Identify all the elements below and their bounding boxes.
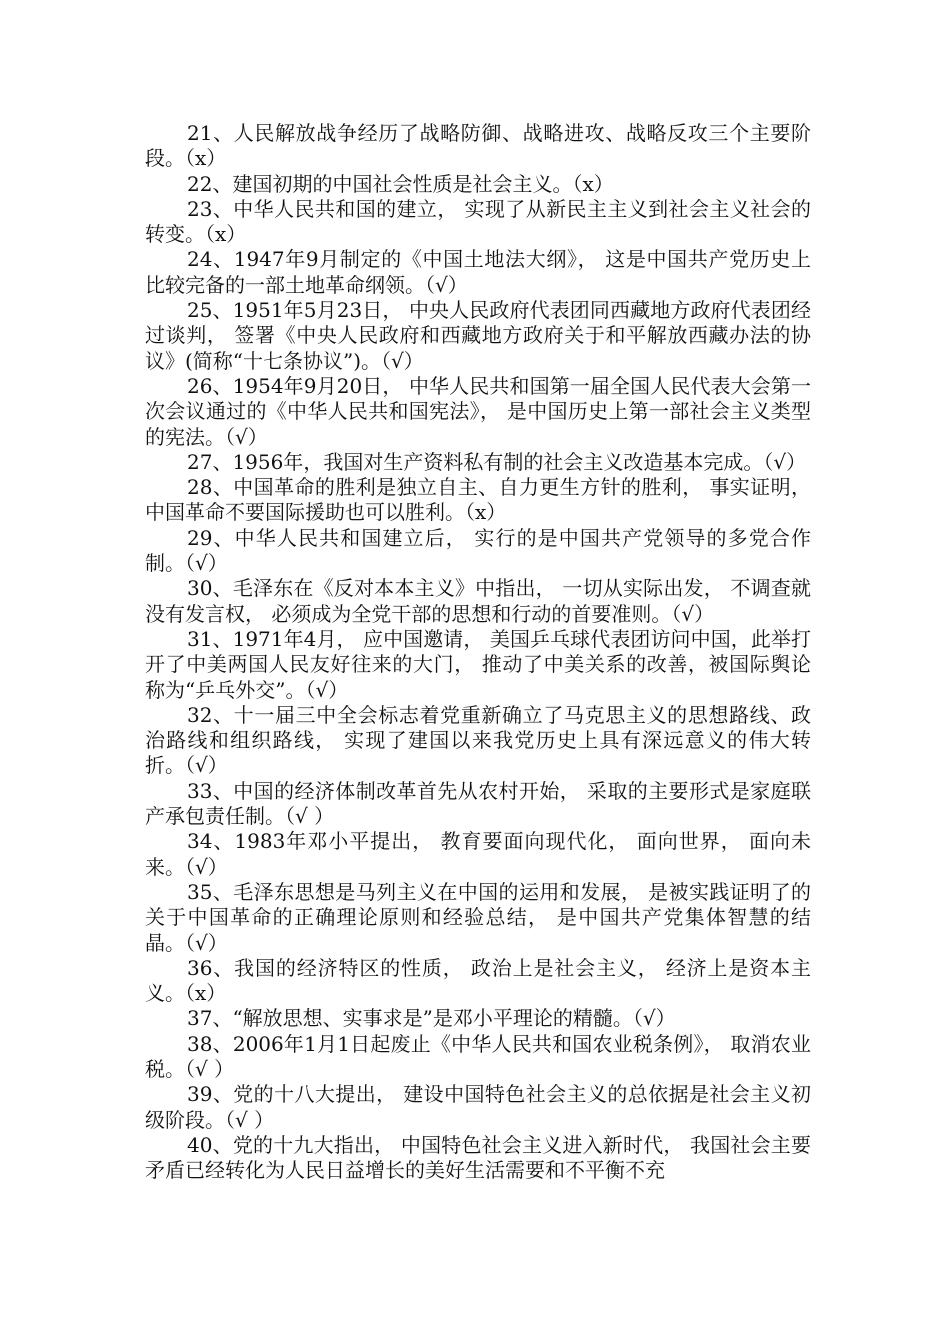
question-item-30: 30、毛泽东在《反对本本主义》中指出， 一切从实际出发， 不调查就没有发言权， 必须成为全党干部的思想和行动的首要准则。（√） [145, 576, 811, 626]
question-item-40: 40、党的十九大指出， 中国特色社会主义进入新时代， 我国社会主要矛盾已经转化为人民日益增长的美好生活需要和不平衡不充 [145, 1132, 811, 1183]
question-item-37: 37、“解放思想、实事求是”是邓小平理论的精髓。（√） [187, 1006, 676, 1031]
question-item-32: 32、十一届三中全会标志着党重新确立了马克思主义的思想路线、政治路线和组织路线， 实现了建国以来我党历史上具有深远意义的伟大转折。（√） [145, 702, 811, 778]
question-item-28: 28、中国革命的胜利是独立自主、自力更生方针的胜利， 事实证明， 中国革命不要国际援助也可以胜利。（x） [145, 475, 811, 525]
question-item-33: 33、中国的经济体制改革首先从农村开始， 采取的主要形式是家庭联产承包责任制。（√ ） [145, 778, 811, 829]
question-item-23: 23、中华人民共和国的建立， 实现了从新民主主义到社会主义社会的转变。（x） [145, 196, 811, 247]
question-item-22: 22、建国初期的中国社会性质是社会主义。（x） [187, 171, 614, 196]
question-item-21: 21、人民解放战争经历了战略防御、战略进攻、战略反攻三个主要阶段。（x） [145, 121, 811, 171]
question-item-27: 27、1956年，我国对生产资料私有制的社会主义改造基本完成。（√） [187, 449, 807, 474]
question-item-29: 29、中华人民共和国建立后， 实行的是中国共产党领导的多党合作制。（√） [145, 525, 811, 576]
question-item-26: 26、1954年9月20日， 中华人民共和国第一届全国人民代表大会第一次会议通过的《中华人民共和国宪法》， 是中国历史上第一部社会主义类型的宪法。（√） [145, 373, 811, 449]
question-item-36: 36、我国的经济特区的性质， 政治上是社会主义， 经济上是资本主义。（x） [145, 955, 811, 1006]
question-item-34: 34、1983年邓小平提出， 教育要面向现代化， 面向世界， 面向未来。（√） [145, 829, 811, 879]
question-item-38: 38、2006年1月1日起废止《中华人民共和国农业税条例》， 取消农业税。（√ ） [145, 1031, 811, 1081]
question-item-35: 35、毛泽东思想是马列主义在中国的运用和发展， 是被实践证明了的关于中国革命的正确理论原则和经验总结， 是中国共产党集体智慧的结晶。（√） [145, 879, 811, 955]
question-item-24: 24、1947年9月制定的《中国土地法大纲》， 这是中国共产党历史上比较完备的一部土地革命纲领。（√） [145, 247, 811, 297]
question-item-39: 39、党的十八大提出， 建设中国特色社会主义的总依据是社会主义初级阶段。（√ ） [145, 1082, 811, 1132]
document-body [145, 121, 811, 1183]
question-item-31: 31、1971年4月， 应中国邀请， 美国乒乓球代表团访问中国，此举打开了中美两国人民友好往来的大门， 推动了中美关系的改善，被国际舆论称为“乒乓外交”。（√） [145, 626, 811, 702]
question-item-25: 25、1951年5月23日， 中央人民政府代表团同西藏地方政府代表团经过谈判， 签署《中央人民政府和西藏地方政府关于和平解放西藏办法的协议》(简称“十七条协议”)。（√） [145, 298, 811, 373]
